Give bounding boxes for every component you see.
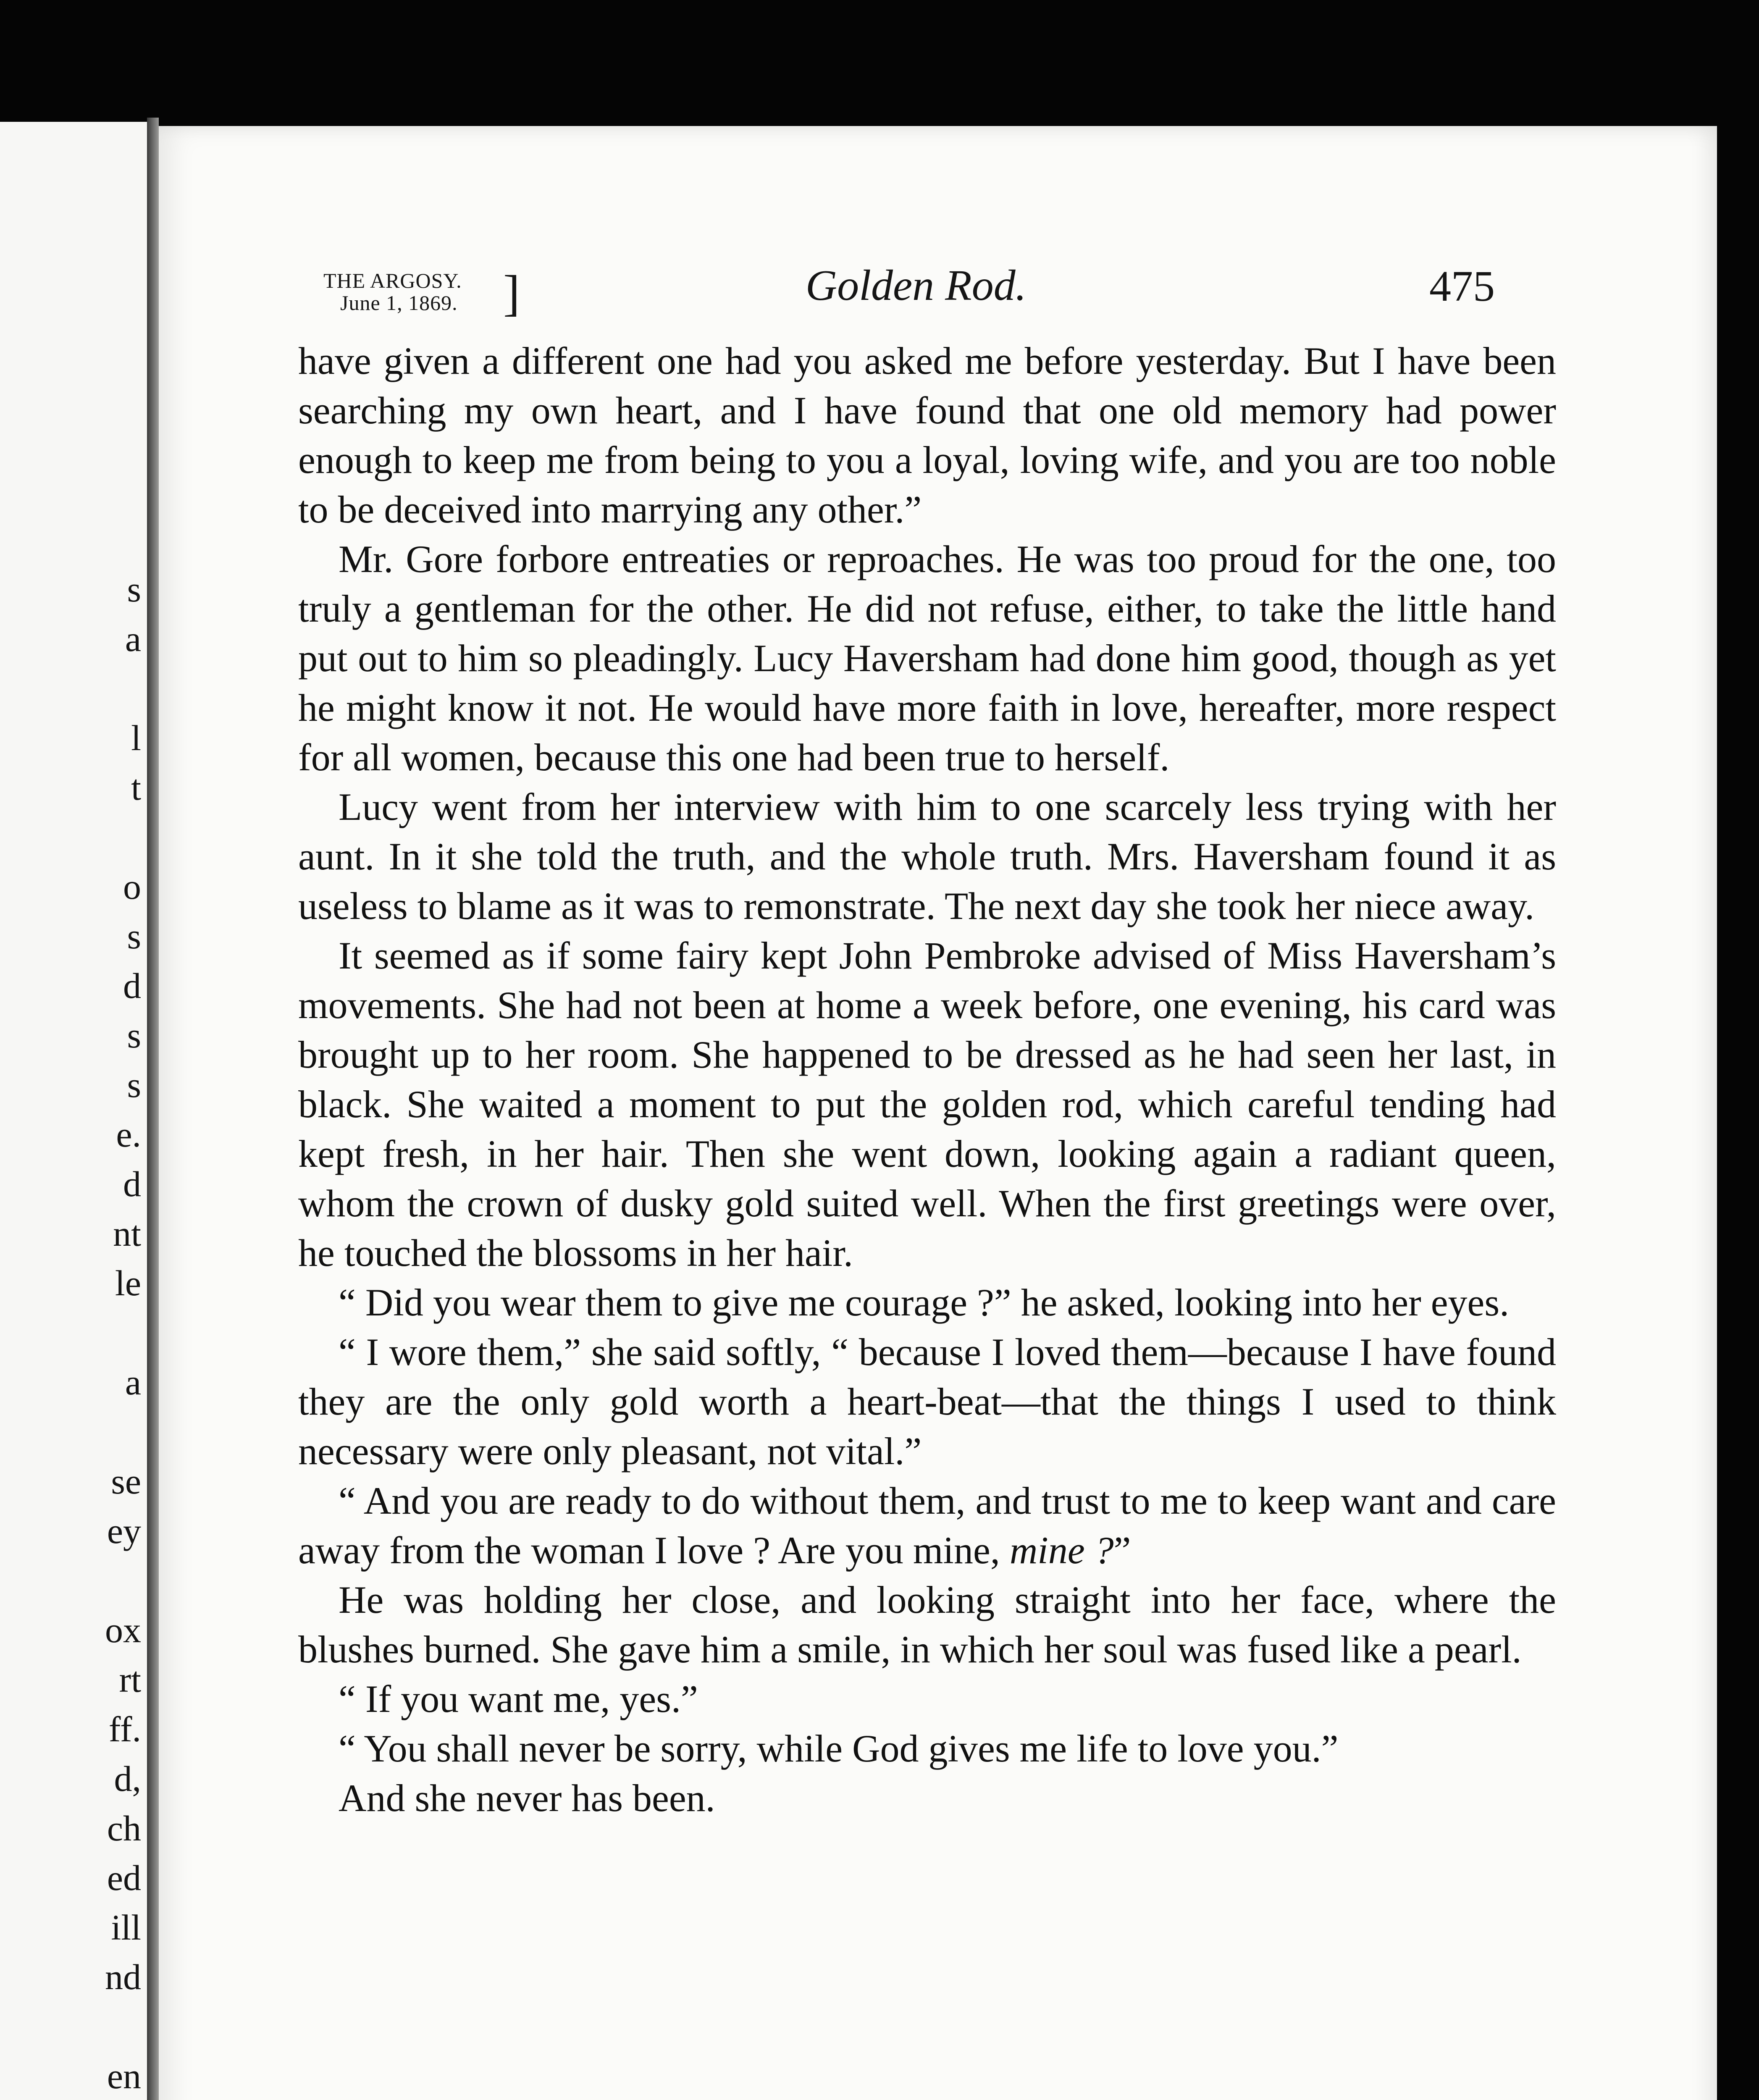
book-gutter bbox=[147, 118, 159, 2100]
left-page-text-fragment: ey bbox=[107, 1511, 141, 1551]
issue-date: June 1, 1869. bbox=[340, 291, 458, 315]
left-page-text-fragment: ff. bbox=[108, 1709, 141, 1749]
left-page-text-fragment: ed bbox=[107, 1858, 141, 1898]
left-page-text-fragment: s bbox=[127, 1015, 141, 1055]
emphasized-text: mine ? bbox=[1009, 1529, 1114, 1572]
left-page-text-fragment: nd bbox=[105, 1957, 141, 1997]
story-title: Golden Rod. bbox=[806, 261, 1027, 310]
paragraph: He was holding her close, and looking straight into her face, where the blushes burned. She gave him a smile, in which her soul was fused like a pearl. bbox=[298, 1578, 1556, 1671]
left-page-text-fragment: t bbox=[131, 767, 141, 808]
citation-bracket: ] bbox=[503, 265, 520, 321]
left-page-text-fragment: l bbox=[131, 718, 141, 758]
left-page-text-fragment: ch bbox=[107, 1808, 141, 1848]
paragraph: Mr. Gore forbore entreaties or reproaches. He was too proud for the one, too truly a gentleman for the other. He did not refuse, either, to take the little hand put out to him so pleadingly. Lucy Haversham had done him good, though as yet he might know it not. He would have more faith in love, hereafter, more respect for all women, because this one had been true to herself. bbox=[298, 538, 1556, 779]
left-page-edge bbox=[0, 122, 150, 2100]
left-page-text-fragment: d bbox=[123, 1164, 141, 1204]
paragraph-text-tail: ” bbox=[1113, 1529, 1131, 1572]
left-page-text-fragment: s bbox=[127, 569, 141, 609]
left-page-text-fragment: a bbox=[125, 1362, 141, 1402]
paragraph: And she never has been. bbox=[339, 1777, 715, 1819]
left-page-text-fragment: e. bbox=[116, 1114, 141, 1155]
paragraph: have given a different one had you asked me before yesterday. But I have been searching my own heart, and I have found that one old memory had power enough to keep me from being to you a loyal, loving wife, and you are too noble to be deceived into marrying any other.” bbox=[298, 339, 1556, 531]
left-page-text-fragment: le bbox=[115, 1263, 141, 1303]
left-page-text-fragment: rt bbox=[119, 1659, 141, 1700]
left-page-text-fragment: o bbox=[123, 866, 141, 907]
paragraph: It seemed as if some fairy kept John Pembroke advised of Miss Haversham’s movements. She had not been at home a week before, one evening, his card was brought up to her room. She happened to be dressed as he had seen her last, in black. She waited a moment to put the golden rod, which careful tending had kept fresh, in her hair. Then she went down, looking again a radiant queen, whom the crown of dusky gold suited well. When the first greetings were over, he touched the blossoms in her hair. bbox=[298, 934, 1556, 1274]
paragraph-text: “ And you are ready to do without them, and trust to me to keep want and care away from the woman I love ? Are you mine, bbox=[298, 1479, 1556, 1572]
periodical-name: THE ARGOSY. bbox=[323, 269, 462, 292]
left-page-text-fragment: s bbox=[127, 1065, 141, 1105]
right-page bbox=[159, 126, 1717, 2100]
left-page-text-fragment: d, bbox=[114, 1759, 141, 1799]
left-page-text-fragment: se bbox=[111, 1461, 141, 1502]
left-page-text-fragment: a bbox=[125, 619, 141, 659]
left-page-text-fragment: d bbox=[123, 966, 141, 1006]
running-head bbox=[159, 260, 1717, 328]
periodical-citation bbox=[323, 265, 520, 321]
paragraph: “ Did you wear them to give me courage ?” he asked, looking into her eyes. bbox=[339, 1281, 1510, 1324]
left-page-text-fragment: nt bbox=[113, 1213, 141, 1254]
left-page-text-fragment: s bbox=[127, 916, 141, 956]
paragraph: “ I wore them,” she said softly, “ because I loved them—because I have found they are the only gold worth a heart-beat—that the things I used to think necessary were only pleasant, not vital.” bbox=[298, 1331, 1556, 1473]
left-page-text-fragment: ill bbox=[111, 1907, 141, 1948]
story-body bbox=[298, 336, 1556, 1823]
left-page-text-fragment: ox bbox=[105, 1610, 141, 1650]
paragraph bbox=[298, 1476, 1556, 1575]
paragraph: “ You shall never be sorry, while God gives me life to love you.” bbox=[339, 1727, 1339, 1770]
page-number: 475 bbox=[1429, 262, 1495, 310]
paragraph: Lucy went from her interview with him to one scarcely less trying with her aunt. In it she told the truth, and the whole truth. Mrs. Haversham found it as useless to blame as it was to remonstrate. The next day she took her niece away. bbox=[298, 785, 1556, 927]
left-page-text-fragment: en bbox=[107, 2056, 141, 2096]
paragraph: “ If you want me, yes.” bbox=[339, 1677, 698, 1720]
